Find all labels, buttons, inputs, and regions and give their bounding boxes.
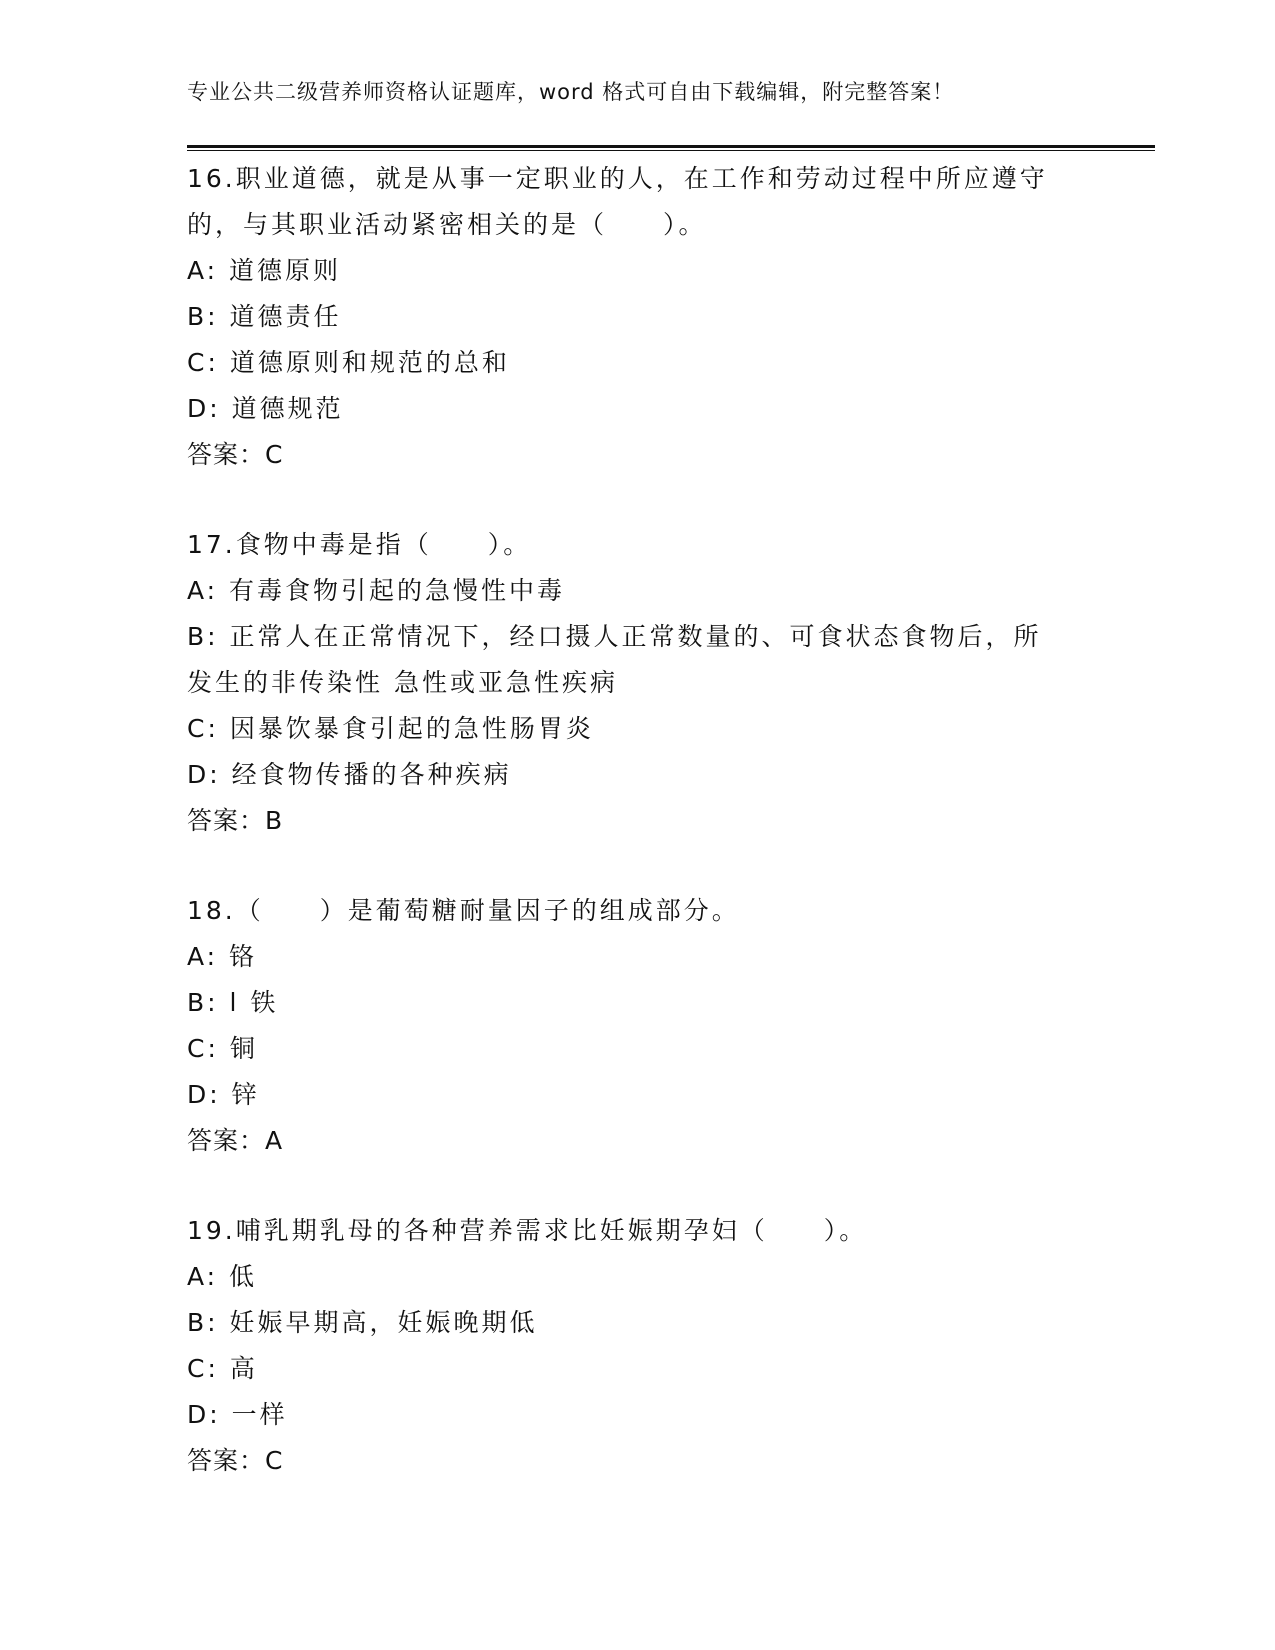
question-19	[187, 1208, 1087, 1484]
option-b: B: 妊娠早期高，妊娠晚期低	[187, 1308, 538, 1337]
option-b-continued: 发生的非传染性 急性或亚急性疾病	[187, 668, 618, 697]
option-d: D: 一样	[187, 1400, 288, 1429]
question-stem: 的，与其职业活动紧密相关的是（ ）。	[187, 210, 707, 239]
option-c: C: 道德原则和规范的总和	[187, 348, 510, 377]
option-a: A: 有毒食物引起的急慢性中毒	[187, 576, 566, 605]
option-c: C: 因暴饮暴食引起的急性肠胃炎	[187, 714, 594, 743]
option-d: D: 锌	[187, 1080, 260, 1109]
question-stem: 19.哺乳期乳母的各种营养需求比妊娠期孕妇（ ）。	[187, 1216, 868, 1245]
option-c: C: 铜	[187, 1034, 258, 1063]
option-a: A: 铬	[187, 942, 258, 971]
question-16	[187, 156, 1087, 478]
question-list	[187, 156, 1087, 1528]
question-17	[187, 522, 1087, 844]
answer-text: 答案：A	[187, 1126, 284, 1155]
option-a: A: 道德原则	[187, 256, 342, 285]
question-stem: 18.（ ）是葡萄糖耐量因子的组成部分。	[187, 896, 740, 925]
option-d: D: 道德规范	[187, 394, 344, 423]
question-18	[187, 888, 1087, 1164]
option-c: C: 高	[187, 1354, 258, 1383]
option-b: B: 道德责任	[187, 302, 342, 331]
option-a: A: 低	[187, 1262, 258, 1291]
answer-text: 答案：B	[187, 806, 284, 835]
header-divider	[187, 145, 1155, 148]
question-stem: 17.食物中毒是指（ ）。	[187, 530, 532, 559]
answer-text: 答案：C	[187, 440, 284, 469]
option-d: D: 经食物传播的各种疾病	[187, 760, 512, 789]
page-header: 专业公共二级营养师资格认证题库，word 格式可自由下载编辑，附完整答案！	[187, 80, 955, 104]
option-b: B: l 铁	[187, 988, 279, 1017]
answer-text: 答案：C	[187, 1446, 284, 1475]
question-stem: 16.职业道德，就是从事一定职业的人，在工作和劳动过程中所应遵守	[187, 164, 1048, 193]
option-b: B: 正常人在正常情况下，经口摄人正常数量的、可食状态食物后，所	[187, 622, 1042, 651]
header-divider-thin	[187, 150, 1155, 151]
